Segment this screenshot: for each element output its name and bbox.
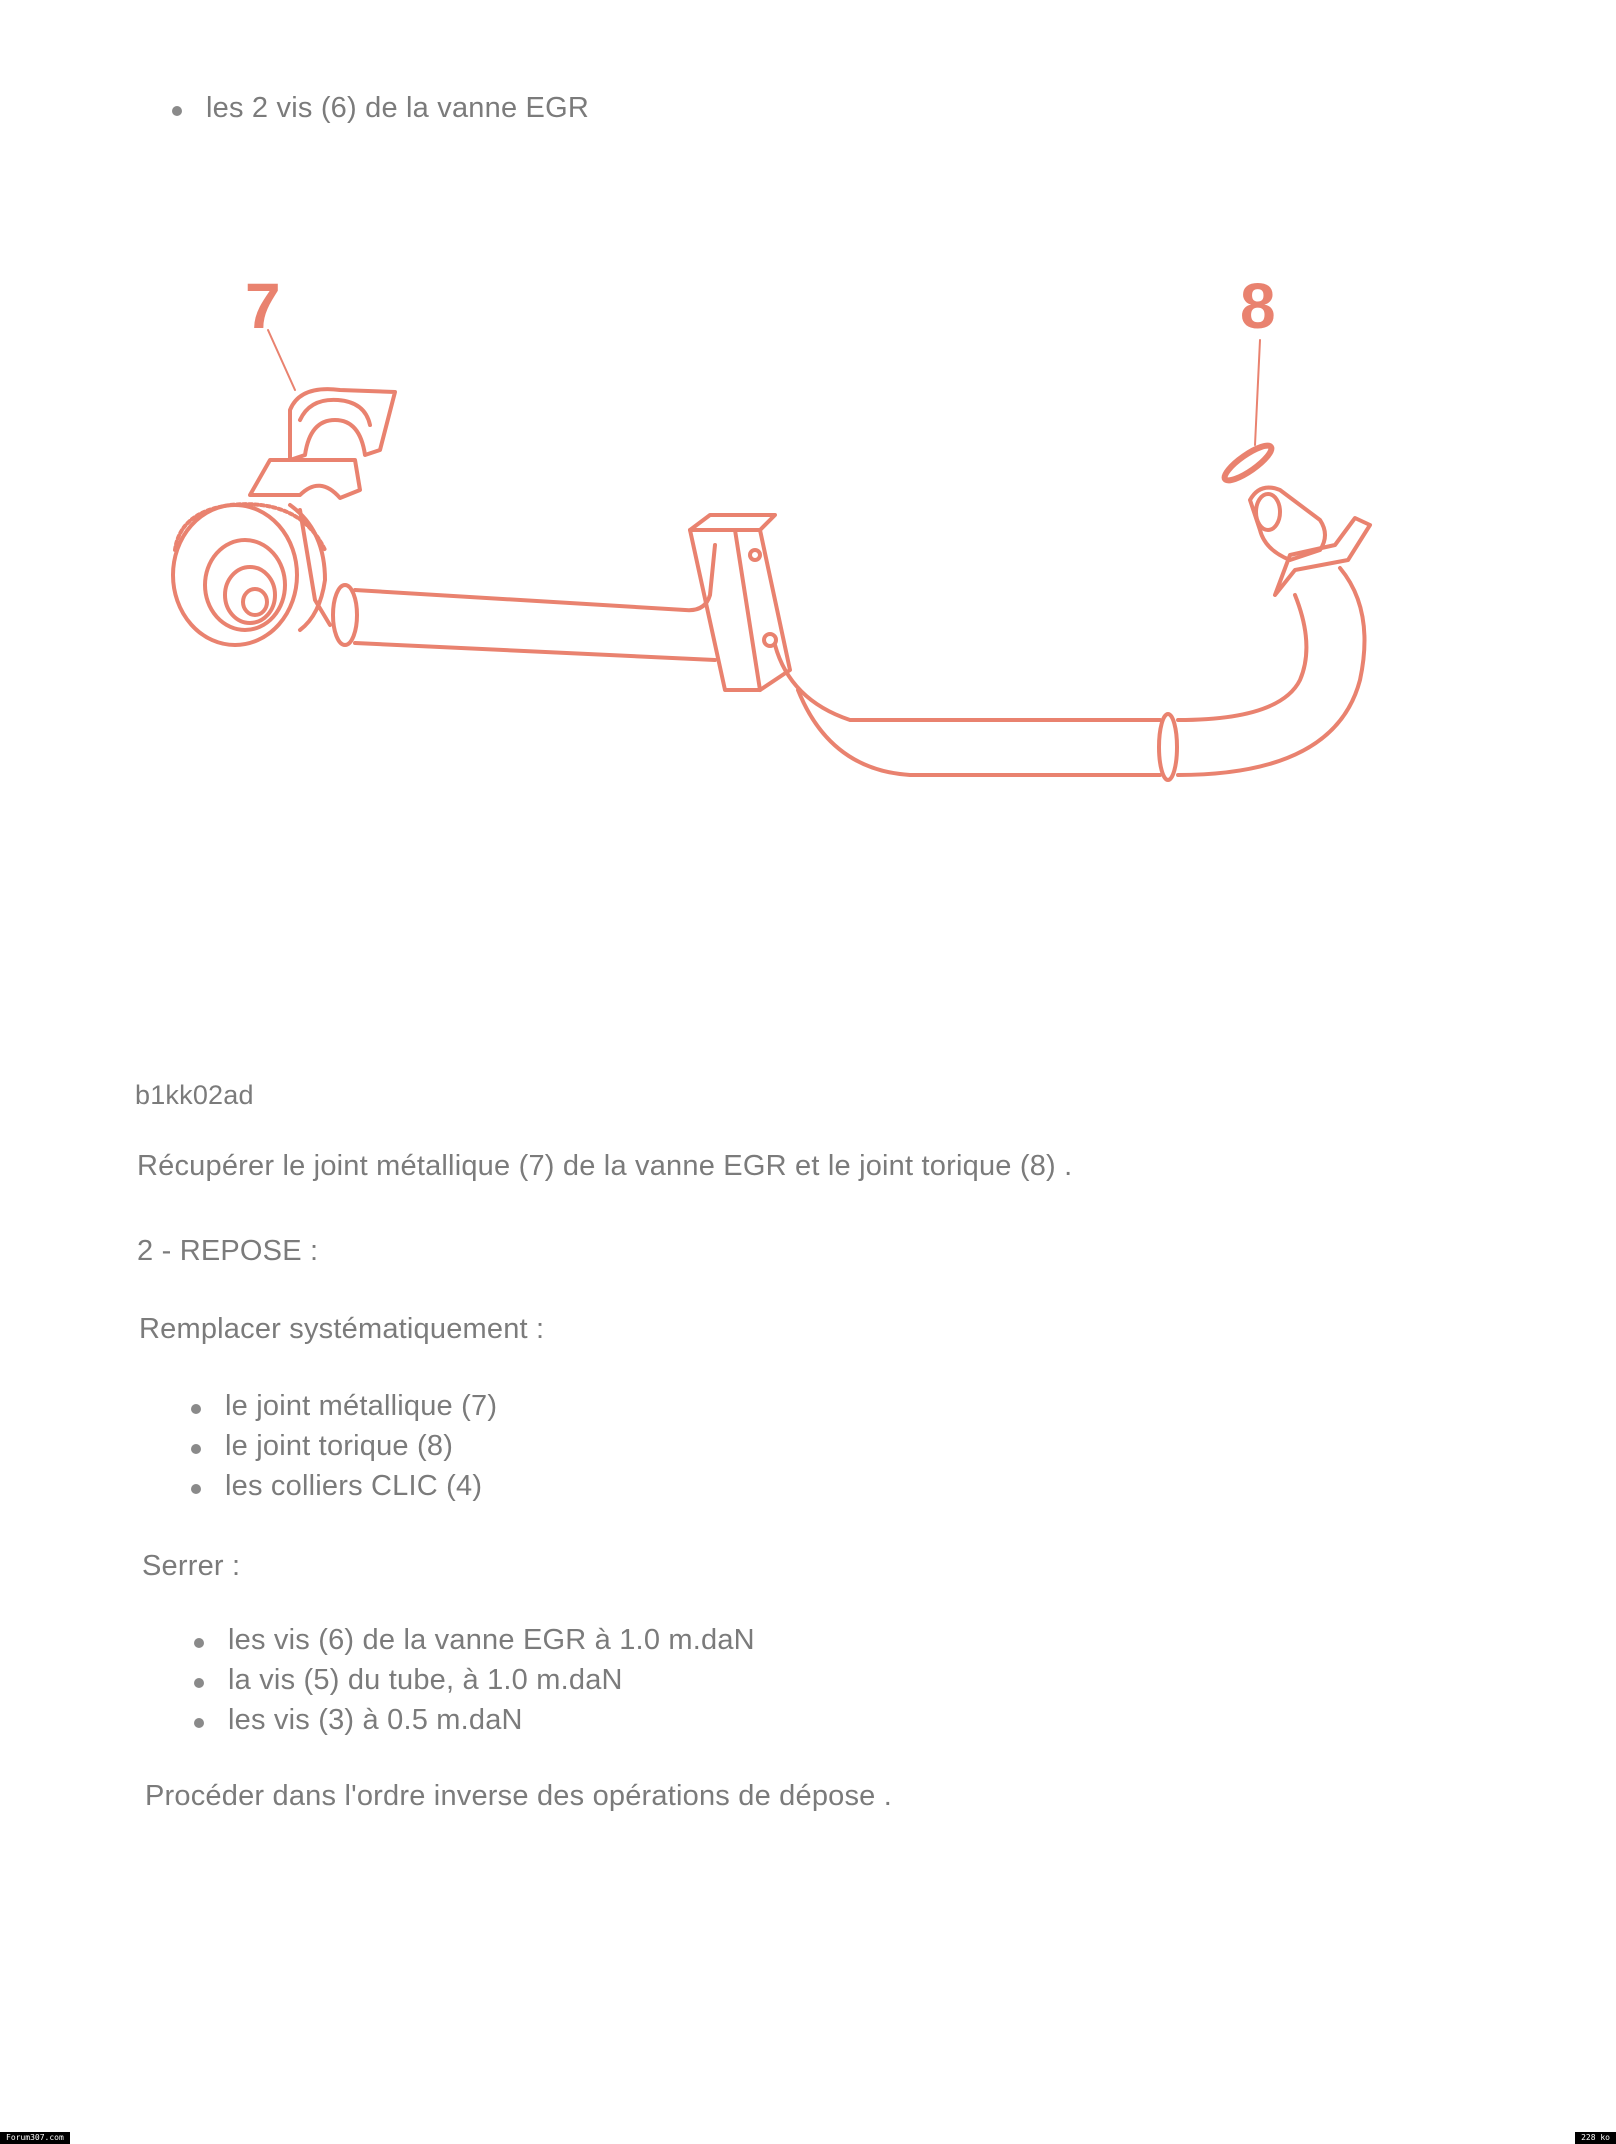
o-ring-8 xyxy=(1220,440,1275,485)
callout-8: 8 xyxy=(1240,270,1276,342)
list-item: la vis (5) du tube, à 1.0 m.daN xyxy=(194,1660,755,1700)
list-item: le joint métallique (7) xyxy=(191,1386,497,1426)
metal-gasket-7 xyxy=(290,389,395,460)
replace-list xyxy=(191,1386,497,1506)
list-item: les 2 vis (6) de la vanne EGR xyxy=(172,88,589,128)
section-title: 2 - REPOSE : xyxy=(137,1235,319,1267)
list-item: les vis (3) à 0.5 m.daN xyxy=(194,1700,755,1740)
bend-inner xyxy=(1178,595,1306,720)
tube-bracket xyxy=(690,515,790,690)
list-item: les colliers CLIC (4) xyxy=(191,1466,497,1506)
clamp-right xyxy=(1159,714,1177,780)
tube-lower-edge xyxy=(355,643,715,660)
callout-7: 7 xyxy=(245,270,281,342)
figure-code: b1kk02ad xyxy=(135,1080,254,1110)
pipe-end-fitting xyxy=(1250,488,1370,595)
footer-size-badge: 228 ko xyxy=(1575,2132,1616,2144)
tighten-list xyxy=(194,1620,755,1740)
closing-instruction: Procéder dans l'ordre inverse des opérations de dépose . xyxy=(145,1780,893,1812)
list-item: les vis (6) de la vanne EGR à 1.0 m.daN xyxy=(194,1620,755,1660)
replace-heading: Remplacer systématiquement : xyxy=(139,1313,545,1345)
tube-upper-edge xyxy=(355,545,715,610)
tube-lower-upper-edge xyxy=(775,645,1160,720)
top-bullet-list xyxy=(172,88,589,128)
leader-line-8 xyxy=(1255,340,1260,445)
egr-pipe-diagram xyxy=(150,250,1420,810)
footer-site-badge: Forum307.com xyxy=(0,2132,70,2144)
bend-outer xyxy=(1178,568,1365,775)
tighten-heading: Serrer : xyxy=(142,1550,241,1582)
recover-instruction: Récupérer le joint métallique (7) de la vanne EGR et le joint torique (8) . xyxy=(137,1150,1073,1182)
clamp-left xyxy=(333,585,357,645)
list-item: le joint torique (8) xyxy=(191,1426,497,1466)
tube-lower-lower-edge xyxy=(798,690,1160,775)
